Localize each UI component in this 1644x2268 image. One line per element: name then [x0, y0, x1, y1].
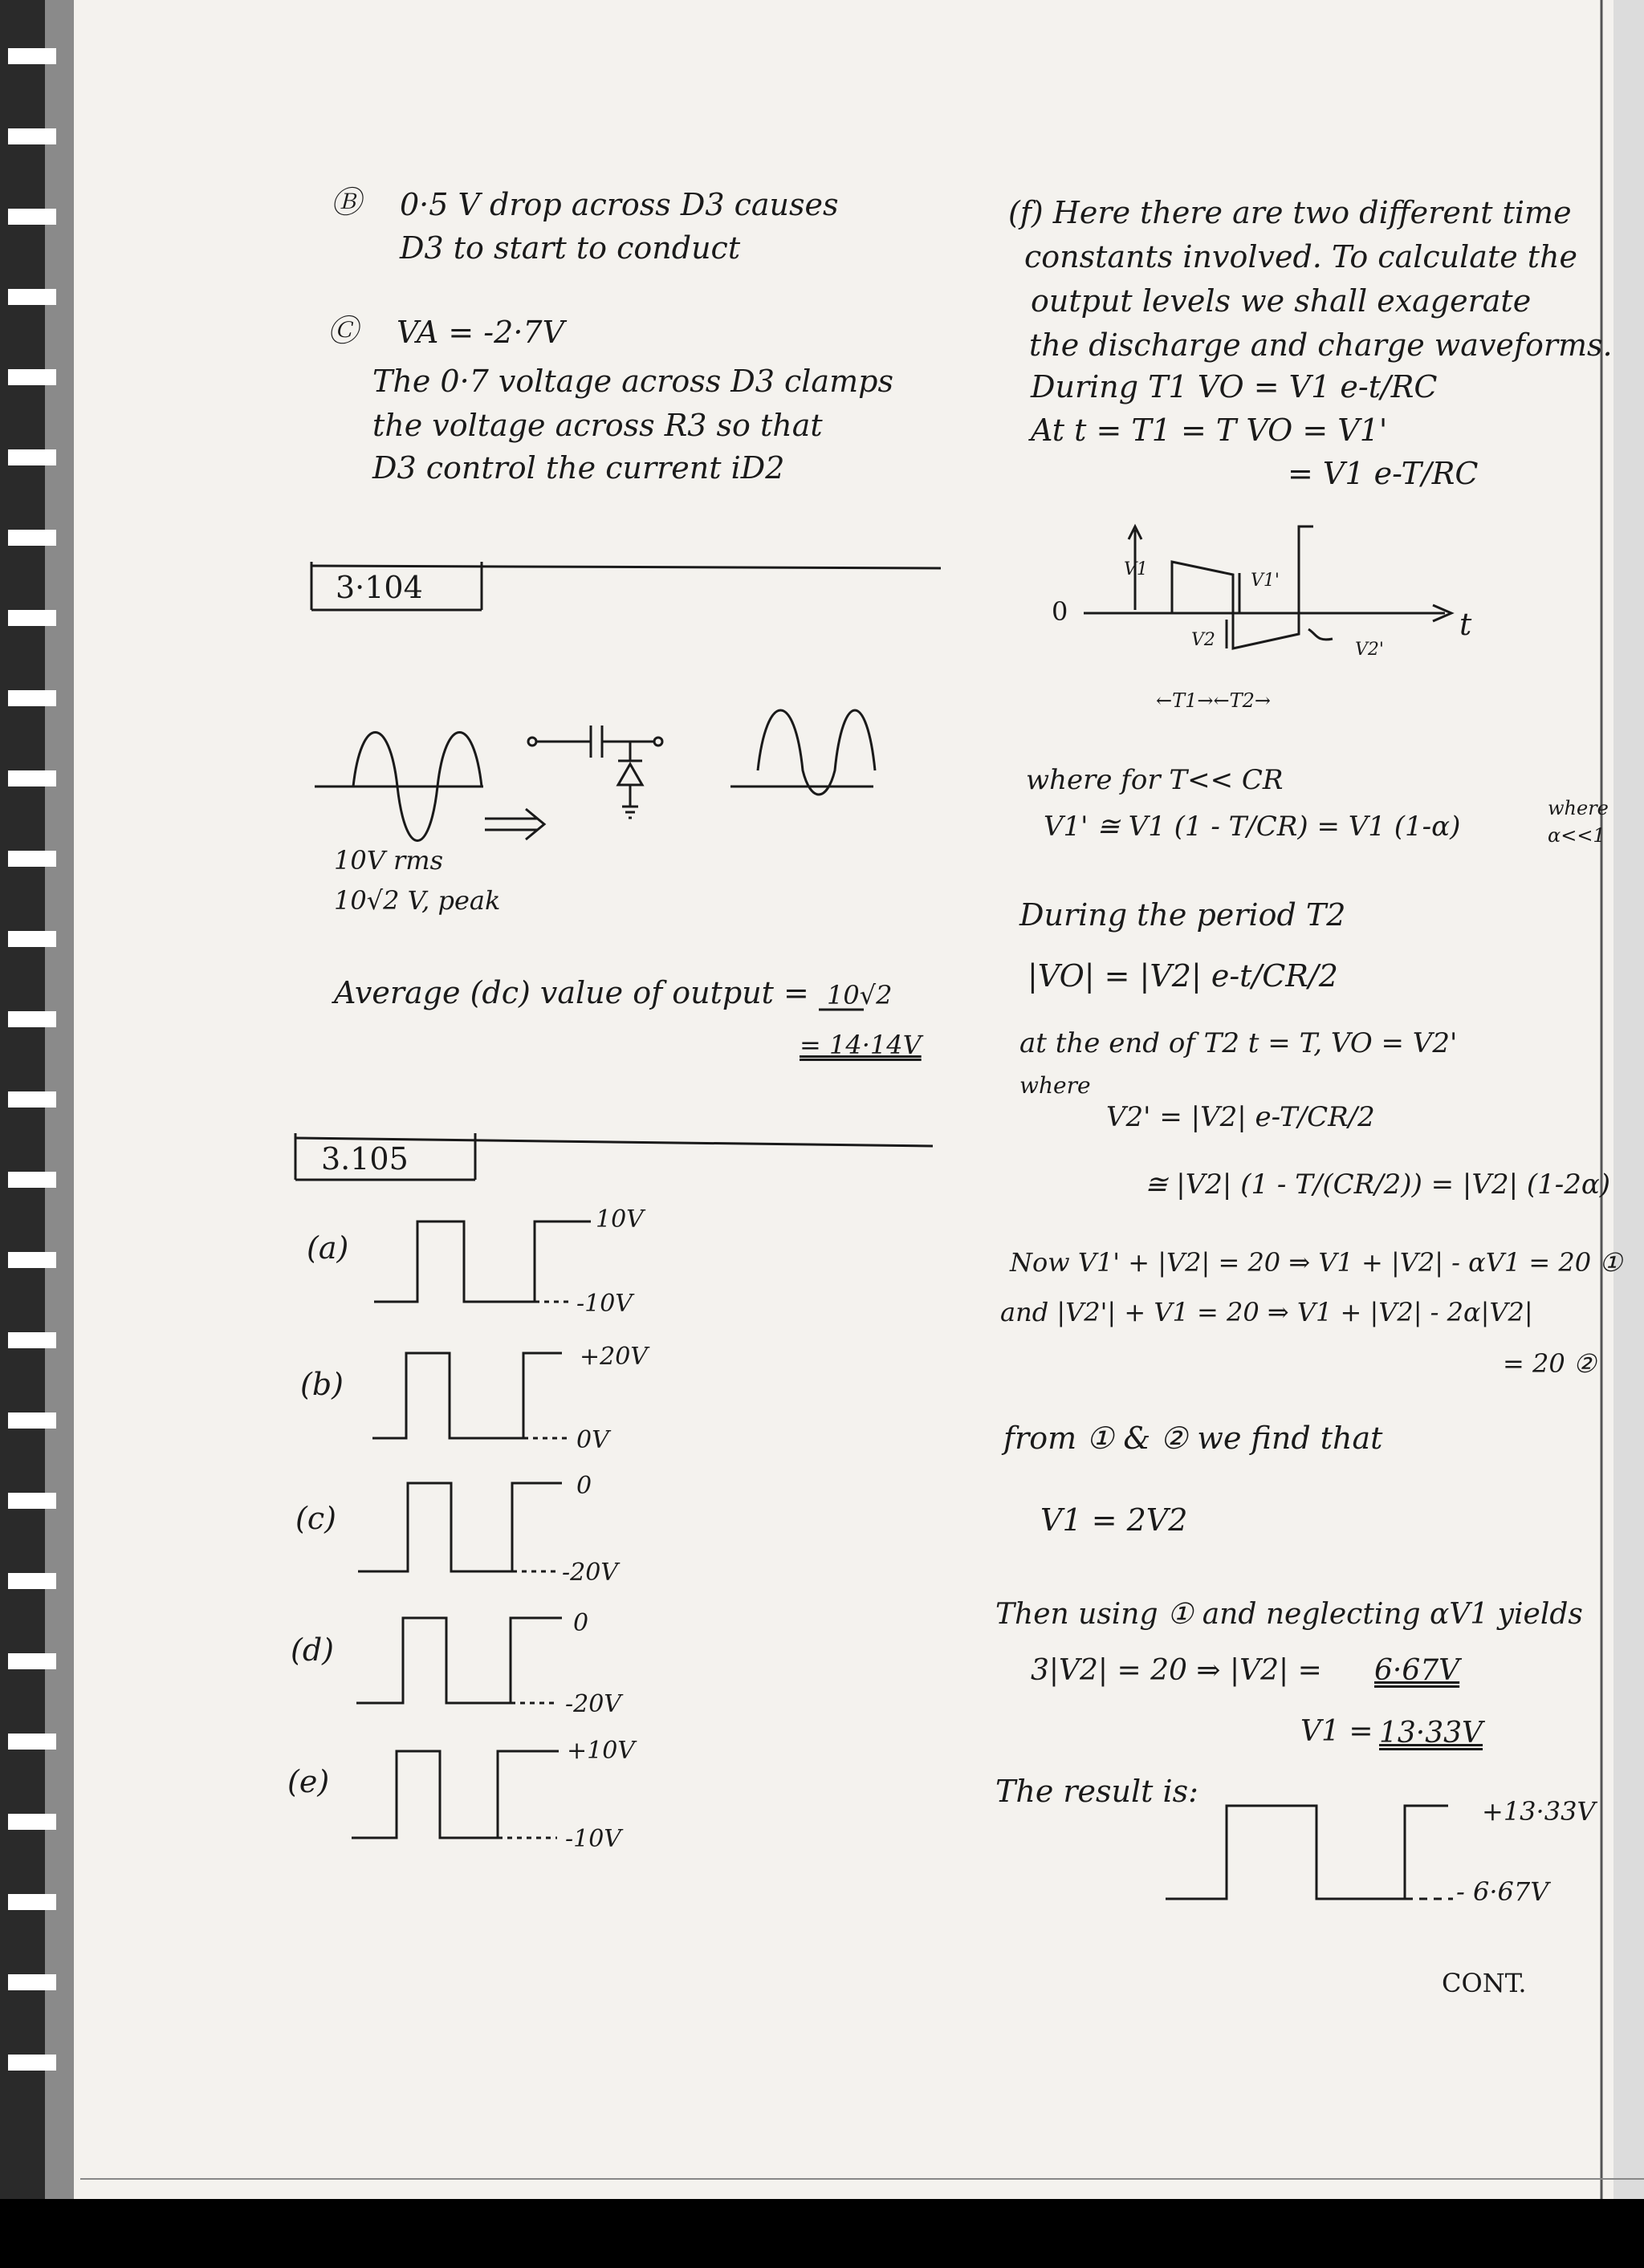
- v1-equation: V1 = 2V2: [1040, 1502, 1188, 1538]
- part-d-bottom: -20V: [565, 1690, 621, 1718]
- during-line-3: at the end of T2 t = T, VO = V2': [1019, 1027, 1458, 1059]
- part-a-bottom: -10V: [576, 1290, 633, 1318]
- part-d-top: 0: [573, 1609, 589, 1637]
- b-text-2: D3 to start to conduct: [400, 230, 741, 266]
- v1-result: 13·33V: [1379, 1717, 1483, 1750]
- f-line-6: At t = T1 = T VO = V1': [1031, 413, 1388, 448]
- waveform-periods-label: ←T1→←T2→: [1156, 689, 1271, 712]
- cont-label: CONT.: [1442, 1968, 1527, 1998]
- now-line-1: Now V1' + |V2| = 20 ⇒ V1 + |V2| - αV1 = 20 ①: [1010, 1247, 1622, 1278]
- f-line-5: During T1 VO = V1 e-t/RC: [1031, 369, 1438, 404]
- waveform-v1p-label: V1': [1251, 571, 1280, 591]
- c-line-2: The 0·7 voltage across D3 clamps: [372, 364, 893, 399]
- b-text-1: 0·5 V drop across D3 causes: [400, 187, 839, 222]
- average-label: Average (dc) value of output =: [334, 975, 809, 1010]
- result-square-wave: [1166, 1806, 1453, 1899]
- average-value-1: 10√2: [827, 980, 893, 1010]
- part-e-bottom: -10V: [565, 1825, 621, 1853]
- during-line-1: During the period T2: [1019, 897, 1346, 933]
- during-line-6: ≅ |V2| (1 - T/(CR/2)) = |V2| (1-2α): [1145, 1169, 1611, 1201]
- then-line-2: 3|V2| = 20 ⇒ |V2| =: [1031, 1654, 1322, 1687]
- where-line-1: where for T<< CR: [1026, 764, 1284, 796]
- during-line-5: V2' = |V2| e-T/CR/2: [1106, 1101, 1375, 1133]
- exaggerated-waveform: [1084, 526, 1451, 648]
- part-b-bottom: 0V: [576, 1426, 609, 1454]
- waveform-v2p-label: V2': [1355, 640, 1384, 660]
- part-e-label: (e): [287, 1764, 330, 1799]
- where-note-2: α<<1: [1548, 824, 1605, 847]
- part-c-top: 0: [576, 1472, 592, 1500]
- then-line-1: Then using ① and neglecting αV1 yields: [995, 1598, 1583, 1631]
- now-line-2: and |V2'| + V1 = 20 ⇒ V1 + |V2| - 2α|V2|: [1000, 1297, 1533, 1327]
- vpeak-label: 10√2 V, peak: [334, 885, 501, 916]
- f-line-4: the discharge and charge waveforms.: [1029, 327, 1613, 363]
- c-line-4: D3 control the current iD2: [372, 450, 785, 486]
- f-line-2: constants involved. To calculate the: [1024, 239, 1578, 274]
- c-circle-label: Ⓒ: [328, 313, 359, 348]
- c-line-3: the voltage across R3 so that: [372, 408, 823, 443]
- result-label: The result is:: [995, 1774, 1198, 1809]
- now-line-3: = 20 ②: [1503, 1348, 1597, 1379]
- part-c-label: (c): [295, 1501, 336, 1536]
- part-c-bottom: -20V: [562, 1559, 618, 1587]
- then-line-3: V1 =: [1300, 1715, 1373, 1748]
- part-b-top: +20V: [580, 1343, 648, 1371]
- during-line-4: where: [1019, 1072, 1091, 1099]
- waveform-zero-label: 0: [1052, 596, 1068, 627]
- part-d-label: (d): [291, 1632, 334, 1668]
- v2-result: 6·67V: [1374, 1654, 1460, 1687]
- during-line-2: |VO| = |V2| e-t/CR/2: [1028, 958, 1338, 994]
- f-line-3: output levels we shall exagerate: [1031, 283, 1532, 319]
- b-circle-label: Ⓑ: [331, 185, 362, 220]
- c-line-1: VA = -2·7V: [397, 315, 565, 350]
- from-line: from ① & ② we find that: [1003, 1421, 1383, 1456]
- part-a-top: 10V: [596, 1205, 644, 1234]
- waveform-v1-label: V1: [1124, 559, 1148, 579]
- where-line-2: V1' ≅ V1 (1 - T/CR) = V1 (1-α): [1044, 811, 1461, 843]
- vrms-label: 10V rms: [334, 845, 444, 876]
- result-top-level: +13·33V: [1482, 1796, 1596, 1827]
- result-bottom-level: - 6·67V: [1456, 1876, 1549, 1907]
- f-line-7: = V1 e-T/RC: [1288, 456, 1479, 491]
- where-note-1: where: [1548, 797, 1609, 819]
- f-line-1: (f) Here there are two different time: [1008, 195, 1572, 230]
- waveform-v2-label: V2: [1191, 630, 1215, 650]
- part-a-label: (a): [307, 1230, 349, 1266]
- waveform-t-label: t: [1459, 607, 1472, 642]
- problem-3-104-label: 3·104: [336, 570, 423, 605]
- problem-3-105-label: 3.105: [321, 1141, 409, 1177]
- part-e-top: +10V: [567, 1737, 635, 1765]
- average-value-2: = 14·14V: [800, 1030, 922, 1060]
- part-b-label: (b): [300, 1367, 344, 1402]
